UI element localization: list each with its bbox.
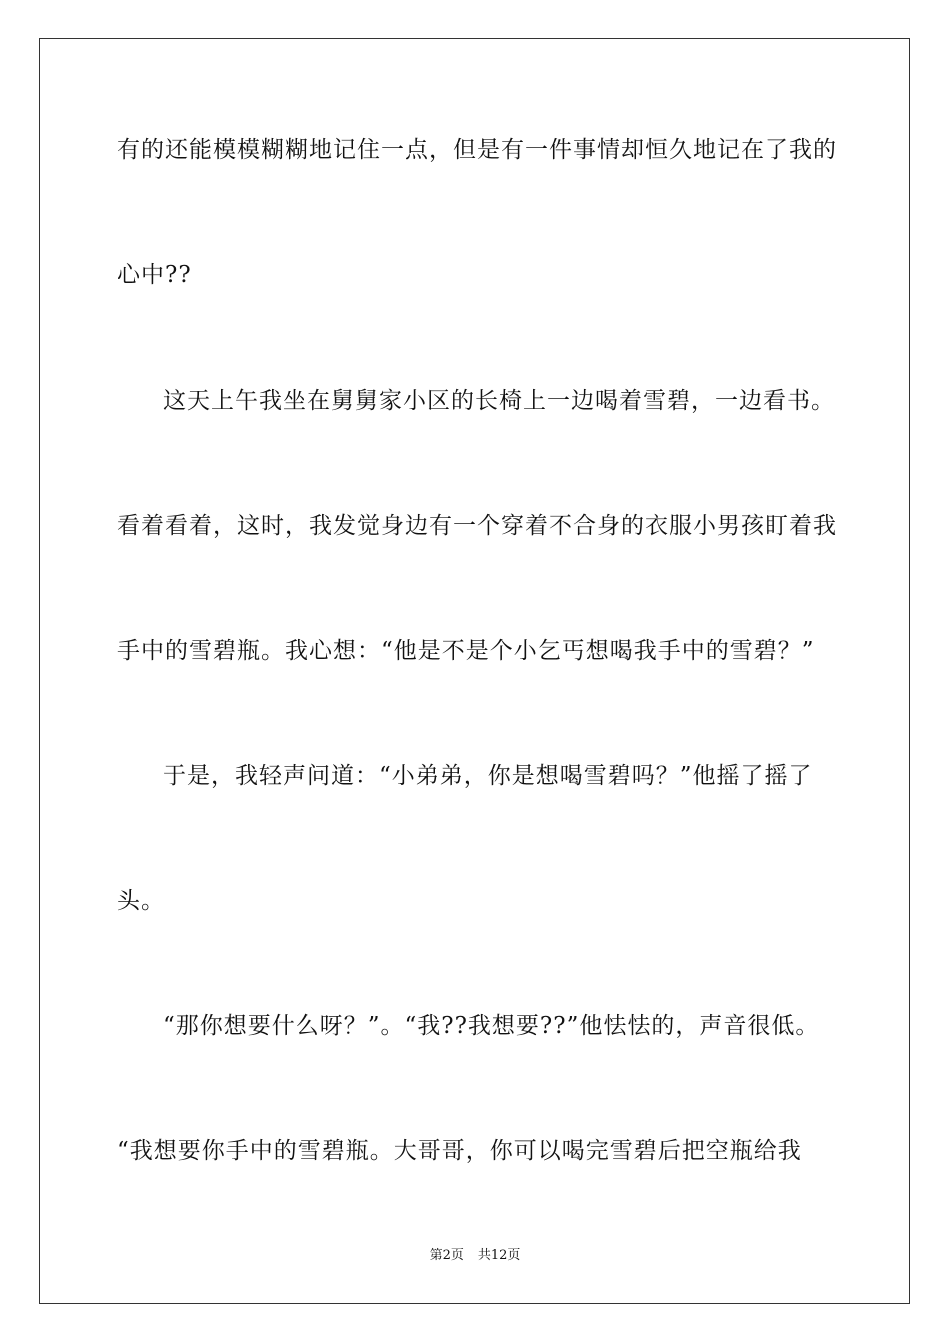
text-line-9: “我想要你手中的雪碧瓶。大哥哥，你可以喝完雪碧后把空瓶给我 (117, 1138, 802, 1164)
text-line-2: 心中?? (117, 262, 192, 288)
text-line-8: “那你想要什么呀？”。“我??我想要??”他怯怯的，声音很低。 (163, 1013, 820, 1039)
text-line-4: 看着看着，这时，我发觉身边有一个穿着不合身的衣服小男孩盯着我 (117, 513, 837, 539)
page-total: 共12页 (477, 1248, 521, 1263)
text-line-6: 于是，我轻声问道：“小弟弟，你是想喝雪碧吗？”他摇了摇了 (163, 763, 813, 789)
text-line-5: 手中的雪碧瓶。我心想：“他是不是个小乞丐想喝我手中的雪碧？” (117, 638, 815, 664)
page-number: 第2页 (429, 1248, 464, 1263)
text-line-1: 有的还能模模糊糊地记住一点，但是有一件事情却恒久地记在了我的 (117, 137, 837, 163)
page-border (39, 38, 910, 1304)
text-line-7: 头。 (117, 888, 165, 914)
text-line-3: 这天上午我坐在舅舅家小区的长椅上一边喝着雪碧，一边看书。 (163, 388, 835, 414)
page-footer (0, 1247, 950, 1265)
